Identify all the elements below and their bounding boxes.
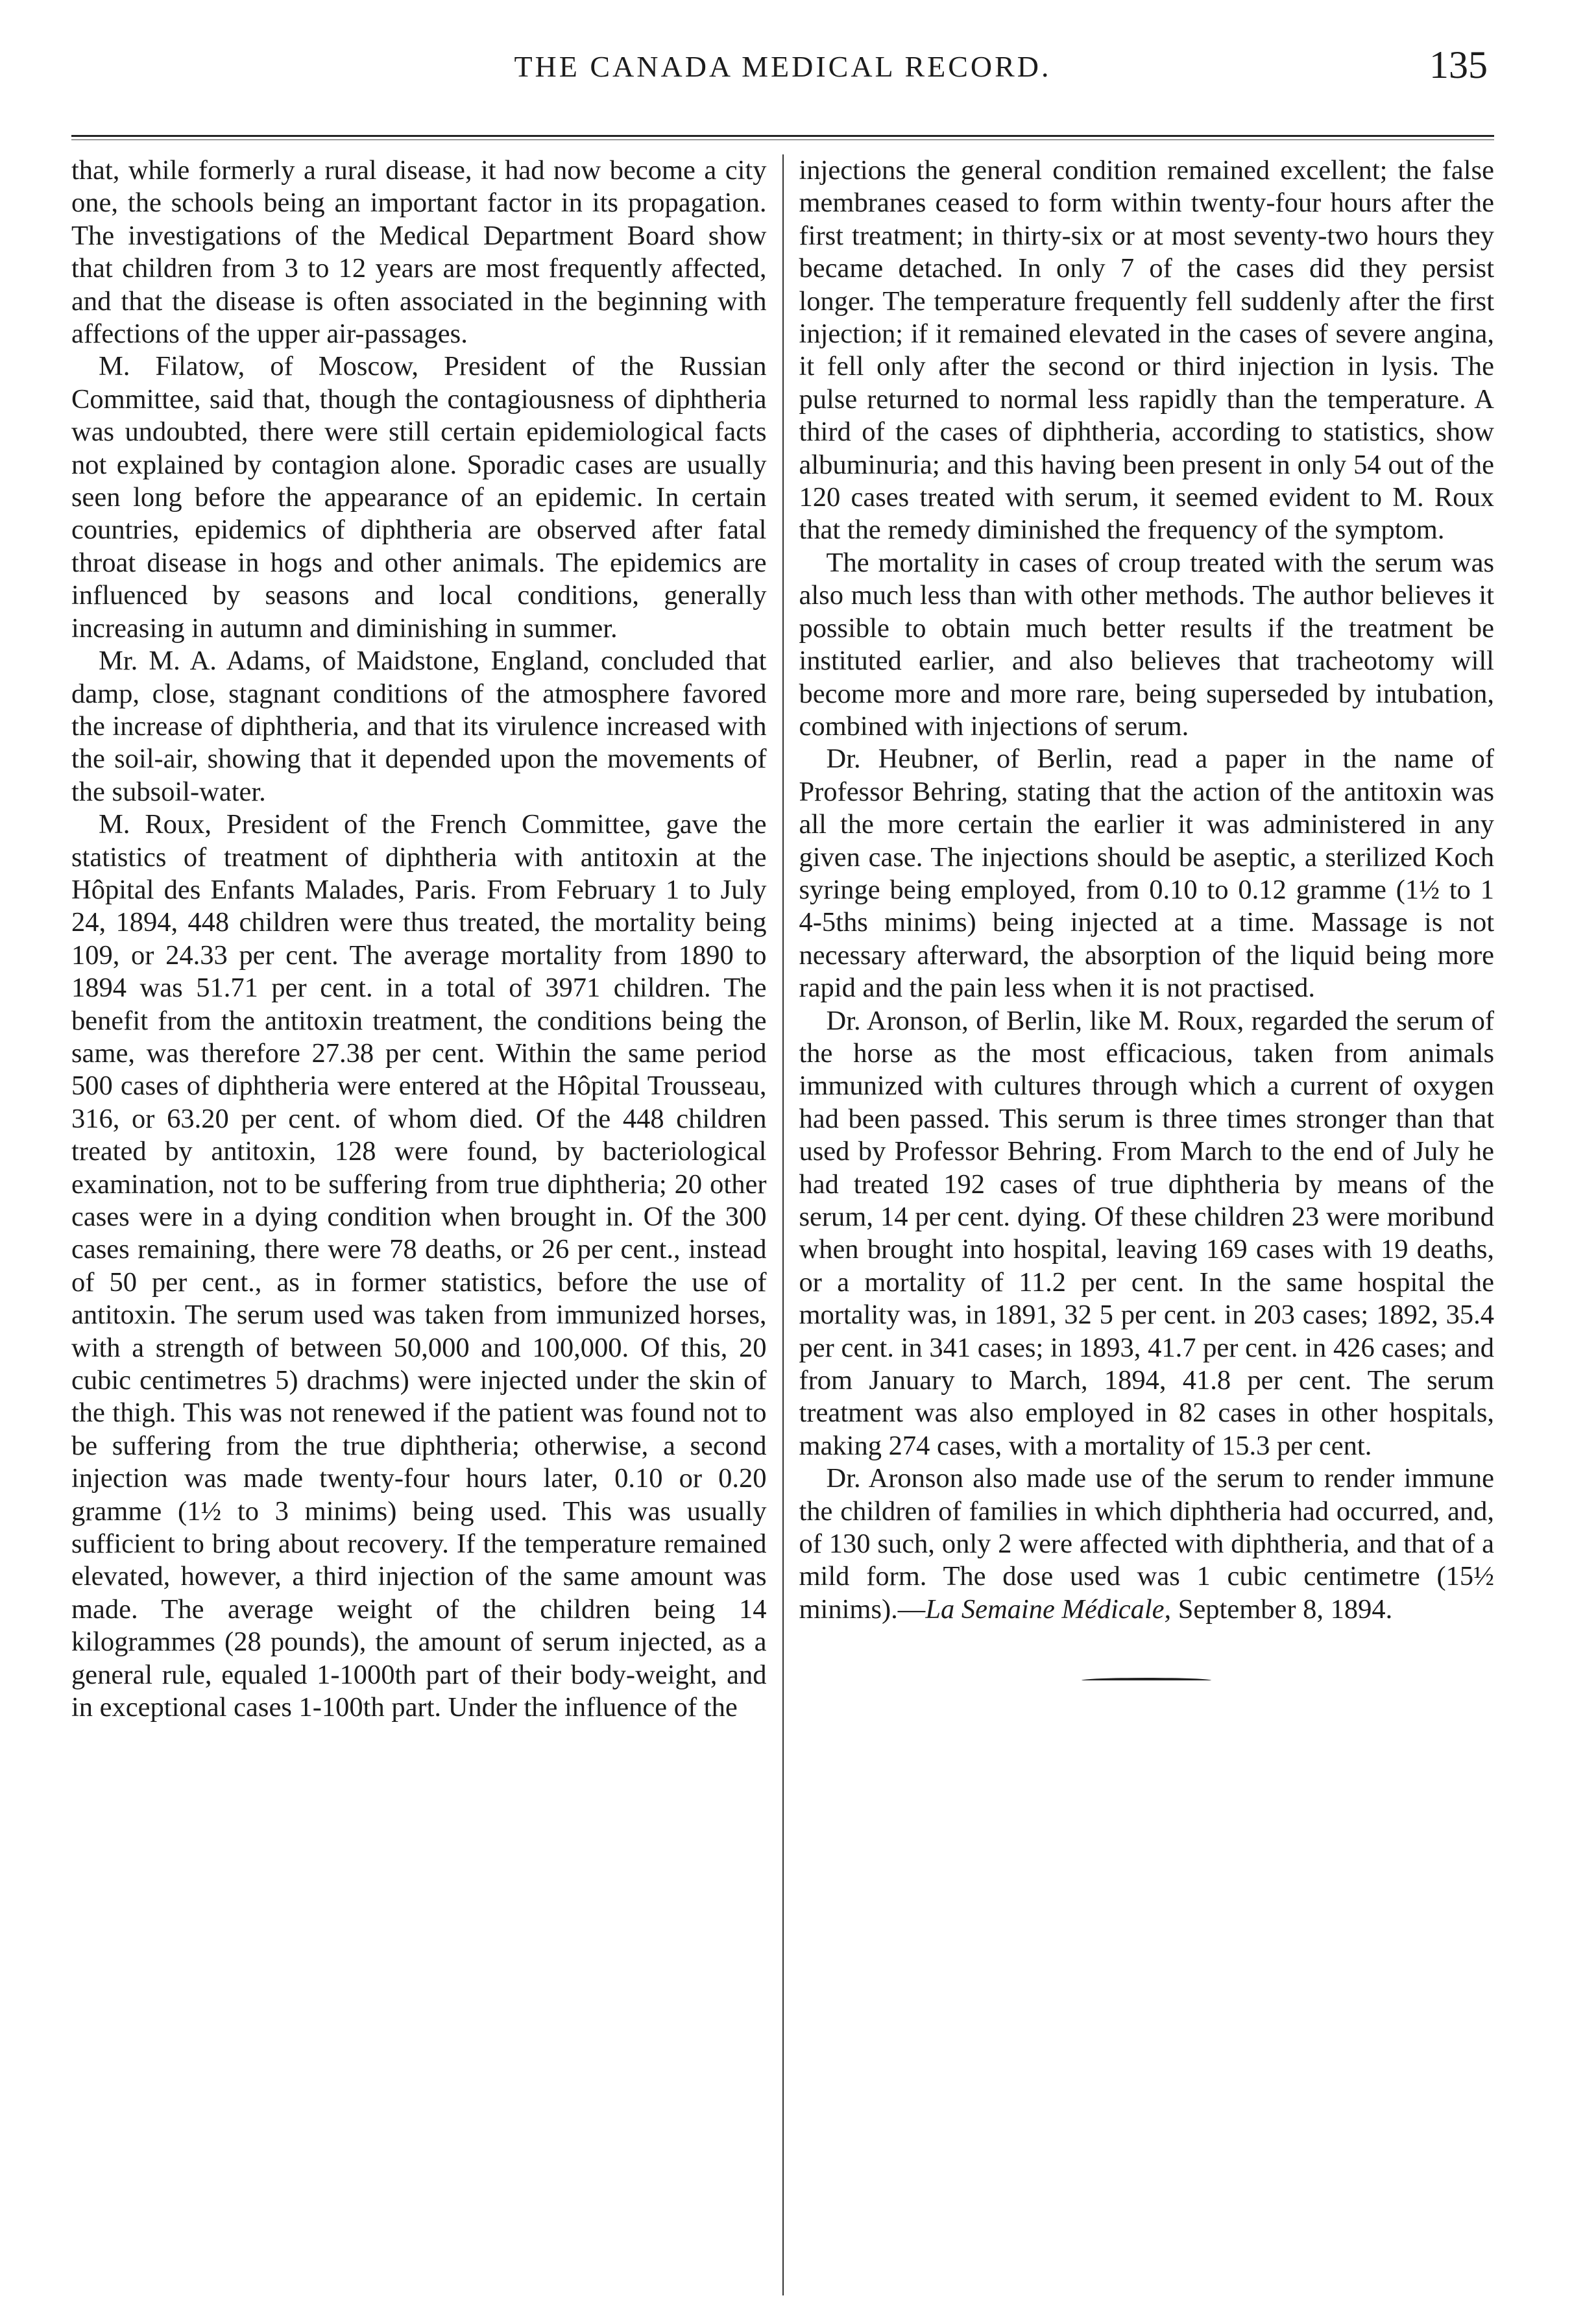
citation-source: La Semaine Médicale, — [925, 1593, 1172, 1625]
paragraph-roux: M. Roux, President of the French Committee, gave the statistics of treatment of diphtheria with antitoxin at the Hôpital des Enfants Malades, Paris. From February 1 to July 24, 1894, 448 children were thus treated, the mortality being 109, or 24.33 per cent. The average mortality from 1890 to 1894 was 51.71 per cent. in a total of 3971 children. The benefit from the antitoxin treatment, the conditions being the same, was therefore 27.38 per cent. Within the same period 500 cases of diphtheria were entered at the Hôpital Trousseau, 316, or 63.20 per cent. of whom died. Of the 448 children treated by antitoxin, 128 were found, by bacteriological examination, not to be suffering from true diphtheria; 20 other cases were in a dying condition when brought in. Of the 300 cases remaining, there were 78 deaths, or 26 per cent., instead of 50 per cent., as in former statistics, before the use of antitoxin. The serum used was taken from immunized horses, with a strength of between 50,000 and 100,000. Of this, 20 cubic centimetres 5) drachms) were injected under the skin of the thigh. This was not renewed if the patient was found not to be suffering from the true diphtheria; otherwise, a second injection was made twenty-four hours later, 0.10 or 0.20 gramme (1½ to 3 minims) being used. This was usually sufficient to bring about recovery. If the temperature remained elevated, however, a third injection of the same amount was made. The average weight of the children being 14 kilogrammes (28 pounds), the amount of serum injected, as a general rule, equaled 1-1000th part of their body-weight, and in exceptional cases 1-100th part. Under the influence of the — [71, 809, 767, 1723]
tail-ornament — [1082, 1678, 1211, 1683]
paragraph-croup: The mortality in cases of croup treated with the serum was also much less than with other methods. The author believes it possible to obtain much better results if the treatment be instituted earlier, and also believes that tracheotomy will become more and more rare, being superseded by intubation, combined with injections of serum. — [799, 547, 1494, 742]
paragraph-heubner: Dr. Heubner, of Berlin, read a paper in the name of Professor Behring, stating that the action of the antitoxin was all the more certain the earlier it was administered in any given case. The injections should be aseptic, a sterilized Koch syringe being employed, from 0.10 to 0.12 gramme (1½ to 1 4-5ths minims) being injected at a time. Massage is not necessary afterward, the absorption of the liquid being more rapid and the pain less when it is not practised. — [799, 744, 1494, 1004]
paragraph-filatow: M. Filatow, of Moscow, President of the Russian Committee, said that, though the contagiousness of diphtheria was undoubted, there were still certain epidemiological facts not explained by contagion alone. Sporadic cases are usually seen long before the appearance of an epidemic. In certain countries, epidemics of diphtheria are observed after fatal throat disease in hogs and other animals. The epidemics are influenced by seasons and local conditions, generally increasing in autumn and diminishing in summer. — [71, 351, 767, 644]
paragraph-injections: injections the general condition remained excellent; the false membranes ceased to form within twenty-four hours after the first treatment; in thirty-six or at most seventy-two hours they became detached. In only 7 of the cases did they persist longer. The temperature frequently fell suddenly after the first injection; if it remained elevated in the cases of severe angina, it fell only after the second or third injection in lysis. The pulse returned to normal less rapidly than the temperature. A third of the cases of diphtheria, according to statistics, show albuminuria; and this having been present in only 54 out of the 120 cases treated with serum, it seemed evident to M. Roux that the remedy diminished the frequency of the symptom. — [799, 155, 1494, 546]
page-number: 135 — [1429, 43, 1488, 86]
header-rule-thin — [71, 139, 1494, 140]
paragraph-aronson-immune — [799, 1462, 1495, 1626]
paragraph-aronson: Dr. Aronson, of Berlin, like M. Roux, regarded the serum of the horse as the most efficacious, taken from animals immunized with cultures through which a current of oxygen had been passed. This serum is three times stronger than that used by Professor Behring. From March to the end of July he had treated 192 cases of true diphtheria by means of the serum, 14 per cent. dying. Of these children 23 were moribund when brought into hospital, leaving 169 cases with 19 deaths, or a mortality of 11.2 per cent. In the same hospital the mortality was, in 1891, 32 5 per cent. in 203 cases; 1892, 35.4 per cent. in 341 cases; in 1893, 41.7 per cent. in 426 cases; and from January to March, 1894, 41.8 per cent. The serum treatment was also employed in 82 cases in other hospitals, making 274 cases, with a mortality of 15.3 per cent. — [799, 1005, 1494, 1461]
paragraph-aronson-immune-text: Dr. Aronson also made use of the serum to render immune the children of families in which diphtheria had occurred, and, of 130 such, only 2 were affected with diphtheria, and that of a mild form. The dose used was 1 cubic centimetre (15½ minims).— — [799, 1463, 1494, 1625]
journal-title: THE CANADA MEDICAL RECORD. — [514, 50, 1052, 83]
paragraph-rural-disease: that, while formerly a rural disease, it had now become a city one, the schools being an important factor in its propagation. The investigations of the Medical Department Board show that children from 3 to 12 years are most frequently affected, and that the disease is often associated in the beginning with affections of the upper air-passages. — [71, 155, 767, 350]
column-divider — [782, 154, 784, 2295]
left-column — [71, 154, 767, 2295]
text-columns — [71, 154, 1494, 2295]
right-column — [799, 154, 1495, 2295]
running-head — [71, 39, 1494, 97]
citation-date: September 8, 1894. — [1171, 1593, 1393, 1625]
paragraph-adams: Mr. M. A. Adams, of Maidstone, England, concluded that damp, close, stagnant conditions of the atmosphere favored the increase of diphtheria, and that its virulence increased with the soil-air, showing that it depended upon the movements of the subsoil-water. — [71, 646, 767, 807]
header-rule — [71, 135, 1494, 137]
